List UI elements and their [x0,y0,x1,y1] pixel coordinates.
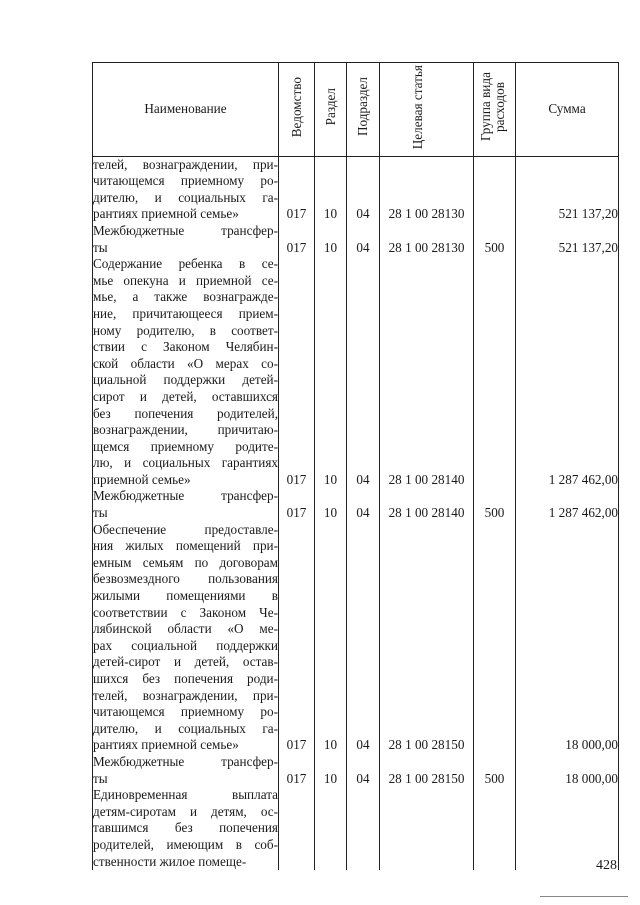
row-subsection: 04 [347,156,380,223]
row-amount: 521 137,20 [516,223,619,256]
row-name-line: жилыми помещениями в [93,588,278,604]
row-dept: 017 [279,223,315,256]
row-name-line: лябинской области «О ме- [93,621,278,637]
row-section: 10 [315,522,347,754]
row-name-line: безвозмездного пользования [93,571,278,587]
row-name-line: родителей, имеющим в соб- [93,836,278,852]
row-name [93,223,279,256]
row-subsection: 04 [347,522,380,754]
row-name-line: читающемся приемному ро- [93,704,278,720]
row-article [380,787,474,870]
row-name-line: рантиях приемной семье» [93,206,239,222]
row-name-line: Межбюджетные трансфер- [93,488,278,504]
row-group [474,522,516,754]
row-section: 10 [315,156,347,223]
row-name-line: ному родителю, в соответ- [93,322,278,338]
row-name-line: ние, причитающееся прием- [93,305,278,321]
row-article: 28 1 00 28140 [380,488,474,521]
row-name-line: Межбюджетные трансфер- [93,222,278,238]
row-name-line: ствии с Законом Челябин- [93,339,278,355]
page-number: 428 [596,858,617,873]
row-subsection: 04 [347,488,380,521]
row-name-line: сирот и детей, оставшихся [93,388,278,404]
row-name-line: емным семьям по договорам [93,554,278,570]
row-name-line: Содержание ребенка в се- [93,256,278,272]
row-name-line: ственности жилое помеще- [93,853,247,869]
row-subsection: 04 [347,754,380,787]
row-dept [279,787,315,870]
row-name-line: без попечения родителей, [93,405,278,421]
row-dept: 017 [279,156,315,223]
row-subsection: 04 [347,223,380,256]
row-name-line: ты [93,770,108,786]
row-name-line: щемся приемному родите- [93,438,278,454]
table-row [93,488,619,521]
row-name-line: ской области «О мерах со- [93,355,278,371]
row-article: 28 1 00 28130 [380,156,474,223]
row-name-line: детей-сирот и детей, остав- [93,654,278,670]
table-header-row [93,63,619,157]
row-article: 28 1 00 28150 [380,754,474,787]
header-dept: Ведомство [279,63,315,157]
row-name-line: ты [93,505,108,521]
row-name-line: рантиях приемной семье» [93,737,239,753]
row-name-line: ния жилых помещений при- [93,538,278,554]
row-amount: 18 000,00 [516,522,619,754]
row-name [93,156,279,223]
row-name [93,488,279,521]
row-name-line: телей, вознаграждении, при- [93,687,278,703]
header-name: Наименование [93,63,279,157]
row-name-line: дителю, и социальных га- [93,189,278,205]
row-group [474,787,516,870]
row-section: 10 [315,754,347,787]
row-section [315,787,347,870]
row-group [474,156,516,223]
row-name-line: детям-сиротам и детям, ос- [93,803,278,819]
row-subsection [347,787,380,870]
row-name-line: мье опекуна и приемной се- [93,272,278,288]
row-name-line: тавшимся без попечения [93,820,278,836]
table-row [93,156,619,223]
row-name-line: мье, а также вознагражде- [93,289,278,305]
row-dept: 017 [279,754,315,787]
row-article: 28 1 00 28130 [380,223,474,256]
row-dept: 017 [279,522,315,754]
header-target-article: Целевая статья [380,63,474,157]
footer-rule [540,896,628,897]
row-section: 10 [315,256,347,488]
row-dept: 017 [279,488,315,521]
budget-table [92,62,619,870]
row-amount: 18 000,00 [516,754,619,787]
table-row [93,522,619,754]
header-amount: Сумма [516,63,619,157]
row-name-line: Единовременная выплата [93,787,278,803]
row-amount: 1 287 462,00 [516,256,619,488]
row-group: 500 [474,754,516,787]
header-expense-group: Группа вида расходов [474,63,516,157]
table-row [93,256,619,488]
table-row [93,223,619,256]
row-name-line: ты [93,239,108,255]
table-body [93,156,619,870]
row-name-line: читающемся приемному ро- [93,173,278,189]
row-name-line: приемной семье» [93,471,191,487]
row-name [93,256,279,488]
row-name-line: циальной поддержки детей- [93,372,278,388]
row-name-line: рах социальной поддержки [93,637,278,653]
row-name [93,787,279,870]
table-row [93,787,619,870]
row-section: 10 [315,488,347,521]
row-name-line: дителю, и социальных га- [93,720,278,736]
row-name-line: Обеспечение предоставле- [93,521,278,537]
row-article: 28 1 00 28150 [380,522,474,754]
row-name-line: лю, и социальных гарантиях [93,455,278,471]
header-subsection: Подраздел [347,63,380,157]
row-dept: 017 [279,256,315,488]
row-group [474,256,516,488]
row-amount: 521 137,20 [516,156,619,223]
table-row [93,754,619,787]
row-name-line: Межбюджетные трансфер- [93,753,278,769]
row-name-line: шихся без попечения роди- [93,671,278,686]
row-name-line: соответствии с Законом Че- [93,604,278,620]
row-section: 10 [315,223,347,256]
row-group: 500 [474,488,516,521]
row-name-line: вознаграждении, причитаю- [93,422,278,438]
row-name [93,754,279,787]
row-amount: 1 287 462,00 [516,488,619,521]
row-group: 500 [474,223,516,256]
row-name [93,522,279,754]
header-section: Раздел [315,63,347,157]
row-name-line: телей, вознаграждении, при- [93,156,278,172]
row-article: 28 1 00 28140 [380,256,474,488]
row-subsection: 04 [347,256,380,488]
